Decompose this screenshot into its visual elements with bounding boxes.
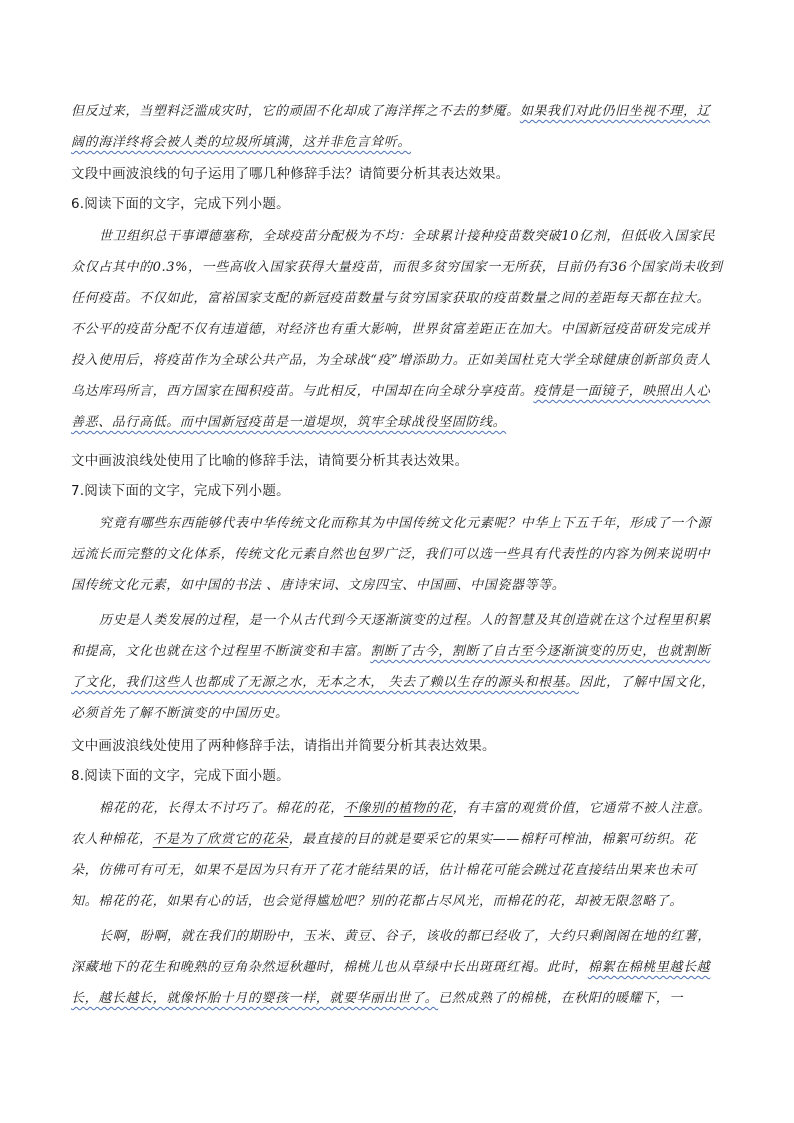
- passage-7-paragraph-2: [71, 605, 723, 729]
- wavy-underlined-sentence: 棉絮在棉桃里越长越长，越长越长，就像怀胎十月的婴孩一样，就要华丽出世了。: [71, 960, 711, 1006]
- wavy-underlined-sentence: 如果我们对此仍旧坐视不理，辽阔的海洋终将会被人类的垃圾所填满，这并非危言耸听。: [71, 104, 711, 150]
- passage-8-paragraph-2: [71, 921, 723, 1014]
- underlined-phrase: 不是为了欣赏它的花朵: [152, 832, 289, 847]
- passage-text: ，有丰富的观赏价值，它通常不被人注意。农人种棉花，: [71, 801, 712, 847]
- question-6-heading: 6.阅读下面的文字，完成下列小题。: [71, 196, 290, 212]
- question-5-prompt: 文段中画波浪线的句子运用了哪几种修辞手法？请简要分析其表达效果。: [71, 166, 510, 182]
- passage-5-ending: [71, 96, 723, 158]
- wavy-underlined-sentence: 疫情是一面镜子，映照出人心善恶、品行高低。而中国新冠疫苗是一道堤坝，筑牢全球战役坚固防线。: [71, 384, 711, 430]
- passage-6: [71, 221, 723, 438]
- passage-text: 已然成熟了的棉桃，在秋阳的暖耀下，一: [438, 991, 684, 1006]
- passage-text: 长啊，盼啊，就在我们的期盼中，玉米、黄豆、谷子，该收的都已经收了，大约只剩阁阁在地的红薯，深藏地下的花生和晚熟的豆角杂然逗秋趣时，棉桃儿也从草绿中长出斑斑红褐。此时，: [71, 929, 712, 975]
- question-7-prompt: 文中画波浪线处使用了两种修辞手法，请指出并简要分析其表达效果。: [71, 738, 496, 754]
- passage-7-paragraph-1: 究竟有哪些东西能够代表中华传统文化而称其为中国传统文化元素呢？中华上下五千年，形成了一个源远流长而完整的文化体系，传统文化元素自然也包罗广泛，我们可以选一些具有代表性的内容为例来说明中国传统文化元素，如中国的书法 、唐诗宋词、文房四宝、中国画、中国瓷器等等。: [71, 516, 712, 593]
- question-6-prompt: 文中画波浪线处使用了比喻的修辞手法，请简要分析其表达效果。: [71, 453, 469, 469]
- passage-text: 历史是人类发展的过程，是一个从古代到今天逐渐演变的过程。人的智慧及其创造就在这个过程里积累和提高，文化也就在这个过程里不断演变和丰富。: [71, 613, 712, 659]
- passage-text: 世卫组织总干事谭德塞称，全球疫苗分配极为不均：全球累计接种疫苗数突破10亿剂，但低收入国家民众仅占其中的0.3%，一些高收入国家获得大量疫苗，而很多贫穷国家一无所获，目前仍有36个国家尚未收到任何疫苗。不仅如此，富裕国家支配的新冠疫苗数量与贫穷国家获取的疫苗数量之间的差距每天都在拉大。不公平的疫苗分配不仅有违道德，对经济也有重大影响，世界贫富差距正在加大。中国新冠疫苗研发完成并投入使用后，将疫苗作为全球公共产品，为全球战“疫”增添助力。正如美国杜克大学全球健康创新部负责人乌达库玛所言，西方国家在囤积疫苗。与此相反，中国却在向全球分享疫苗。: [71, 229, 723, 399]
- question-7-heading: 7.阅读下面的文字，完成下列小题。: [71, 483, 290, 499]
- passage-text: 棉花的花，长得太不讨巧了。棉花的花，: [99, 801, 344, 816]
- passage-text: 因此，了解中国文化，必须首先了解不断演变的中国历史。: [71, 675, 715, 721]
- passage-text: ，最直接的目的就是要采它的果实——棉籽可榨油，棉絮可纺织。花朵，仿佛可有可无，如果不是因为只有开了花才能结果的话，估计棉花可能会跳过花直接结出果来也未可知。棉花的花，如果有心的话，也会觉得尴尬吧？别的花都占尽风光，而棉花的花，却被无限忽略了。: [71, 832, 697, 909]
- passage-8-paragraph-1: [71, 793, 723, 917]
- passage-text: 但反过来，当塑料泛滥成灾时，它的顽固不化却成了海洋挥之不去的梦魇。: [71, 104, 520, 119]
- question-8-heading: 8.阅读下面的文字，完成下面小题。: [71, 768, 290, 784]
- underlined-phrase: 不像别的植物的花: [343, 801, 453, 816]
- wavy-underlined-sentence: 割断了古今，割断了自古至今逐渐演变的历史，也就割断了文化，我们这些人也都成了无源之水，无本之木， 失去了赖以生存的源头和根基。: [71, 644, 711, 690]
